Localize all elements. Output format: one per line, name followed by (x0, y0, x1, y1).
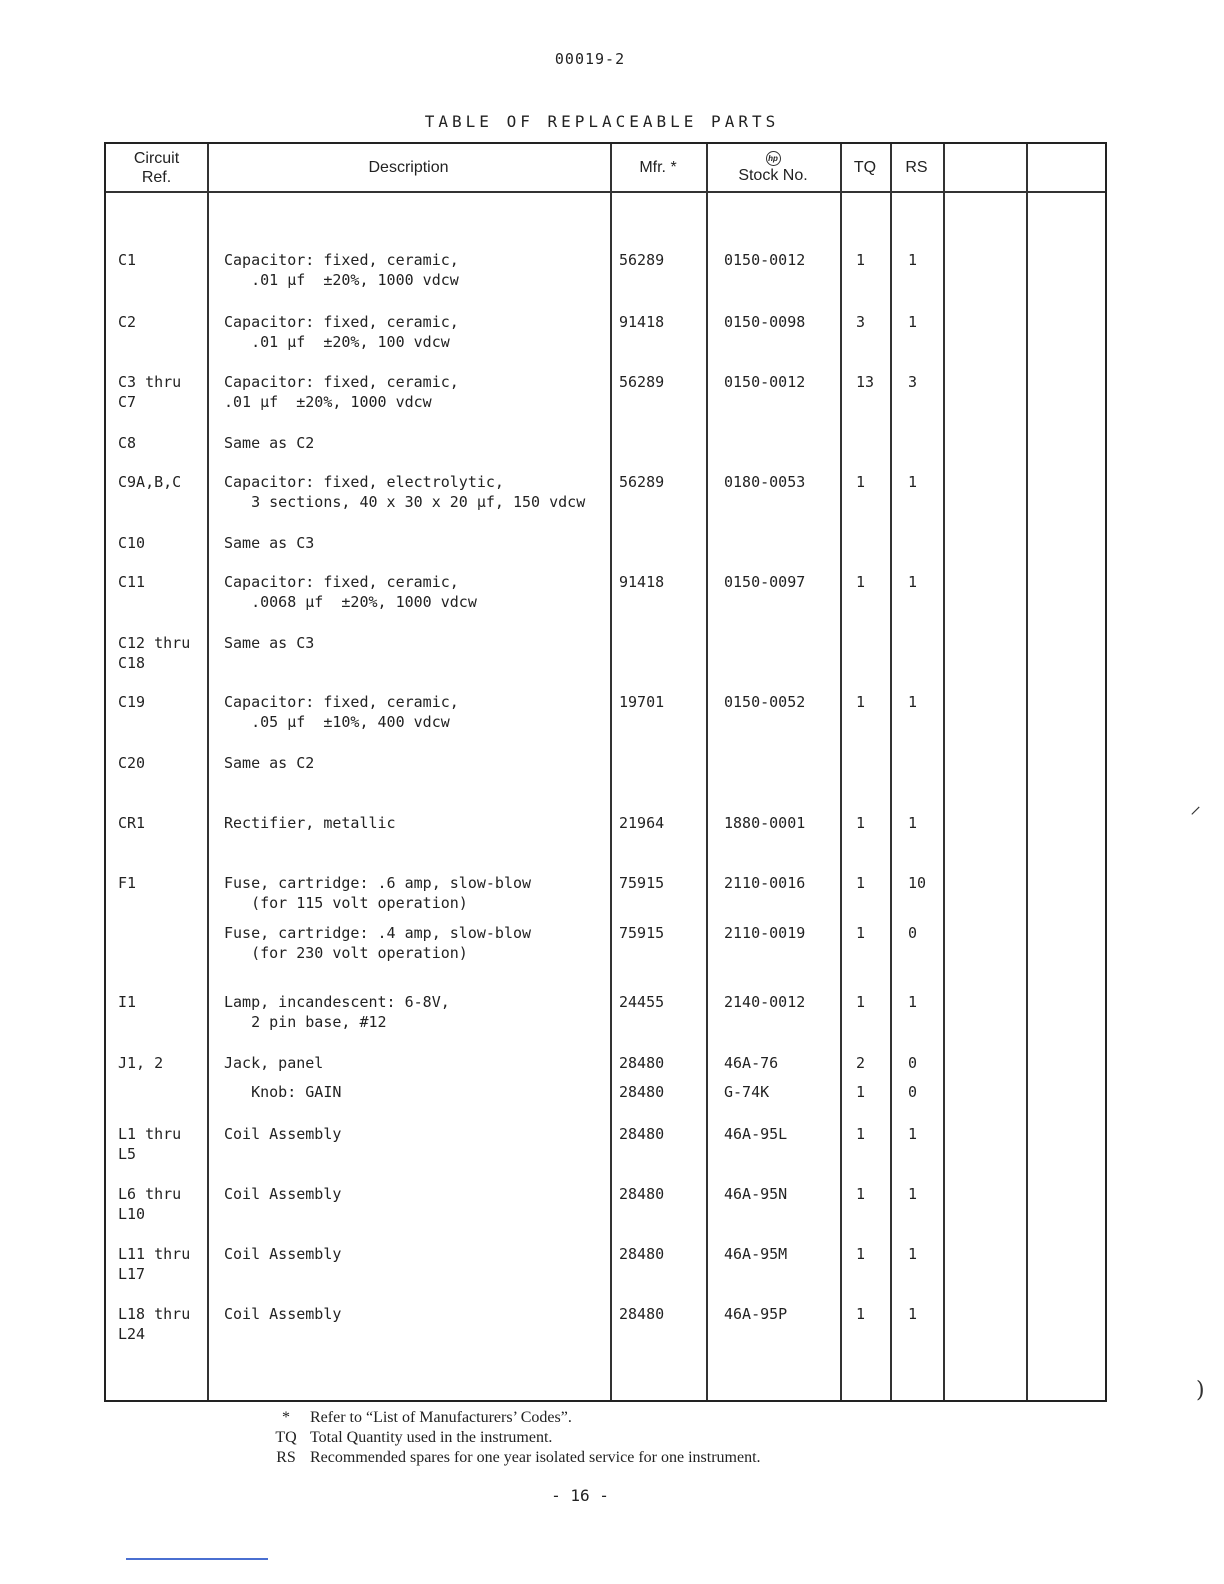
row-circuit-ref: I1 (118, 993, 137, 1011)
header-rule (106, 191, 1105, 193)
column-divider (890, 144, 892, 1400)
row-mfr-code: 28480 (619, 1245, 665, 1263)
row-recommended-spares: 3 (908, 373, 918, 391)
row-recommended-spares: 1 (908, 1125, 918, 1143)
column-divider (610, 144, 612, 1400)
row-description: Coil Assembly (224, 1245, 342, 1263)
row-circuit-ref: C19 (118, 693, 146, 711)
row-circuit-ref: C2 (118, 313, 137, 331)
row-total-quantity: 2 (856, 1054, 866, 1072)
row-stock-number: 2140-0012 (724, 993, 806, 1011)
row-description: Same as C3 (224, 634, 315, 652)
row-recommended-spares: 1 (908, 993, 918, 1011)
row-circuit-ref: C9A,B,C (118, 473, 182, 491)
row-circuit-ref: F1 (118, 874, 137, 892)
row-mfr-code: 75915 (619, 924, 665, 942)
row-description: Same as C2 (224, 434, 315, 452)
header-stock-label: Stock No. (738, 166, 808, 184)
column-divider (1026, 144, 1028, 1400)
row-recommended-spares: 0 (908, 1054, 918, 1072)
row-mfr-code: 28480 (619, 1054, 665, 1072)
row-description: Rectifier, metallic (224, 814, 396, 832)
row-total-quantity: 13 (856, 373, 875, 391)
row-mfr-code: 28480 (619, 1083, 665, 1101)
row-mfr-code: 28480 (619, 1185, 665, 1203)
footnote-text: Refer to “List of Manufacturers’ Codes”. (310, 1409, 572, 1426)
footnote (262, 1448, 761, 1468)
row-description: Coil Assembly (224, 1125, 342, 1143)
row-recommended-spares: 10 (908, 874, 927, 892)
table-title: TABLE OF REPLACEABLE PARTS (424, 112, 780, 131)
row-mfr-code: 21964 (619, 814, 665, 832)
row-circuit-ref: C12 thru C18 (118, 634, 191, 672)
row-total-quantity: 3 (856, 313, 866, 331)
scan-artifact-mark: ) (1196, 1378, 1205, 1403)
footnote-symbol: RS (276, 1449, 296, 1466)
row-circuit-ref: L11 thru L17 (118, 1245, 191, 1283)
row-circuit-ref: J1, 2 (118, 1054, 164, 1072)
row-mfr-code: 28480 (619, 1305, 665, 1323)
row-description: Lamp, incandescent: 6-8V, 2 pin base, #12 (224, 993, 450, 1031)
row-mfr-code: 56289 (619, 373, 665, 391)
row-recommended-spares: 1 (908, 1245, 918, 1263)
header-mfr: Mfr. * (639, 159, 677, 176)
row-recommended-spares: 1 (908, 251, 918, 269)
row-description: Jack, panel (224, 1054, 324, 1072)
header-stock (706, 144, 840, 191)
row-total-quantity: 1 (856, 251, 866, 269)
row-description: Fuse, cartridge: .4 amp, slow-blow (for 230 volt operation) (224, 924, 532, 962)
row-stock-number: 46A-95L (724, 1125, 788, 1143)
row-stock-number: 0150-0097 (724, 573, 806, 591)
row-stock-number: 0150-0012 (724, 373, 806, 391)
row-circuit-ref: L18 thru L24 (118, 1305, 191, 1343)
row-mfr-code: 75915 (619, 874, 665, 892)
row-description: Capacitor: fixed, ceramic, .05 µf ±10%, 400 vdcw (224, 693, 459, 731)
row-description: Coil Assembly (224, 1185, 342, 1203)
row-stock-number: 46A-95P (724, 1305, 788, 1323)
row-total-quantity: 1 (856, 1185, 866, 1203)
scan-artifact-mark: ⸝ (1190, 794, 1202, 819)
row-total-quantity: 1 (856, 814, 866, 832)
document-id: 00019-2 (554, 50, 626, 68)
row-stock-number: 0150-0098 (724, 313, 806, 331)
row-stock-number: 0180-0053 (724, 473, 806, 491)
row-description: Capacitor: fixed, ceramic, .01 µf ±20%, 1000 vdcw (224, 373, 459, 411)
row-circuit-ref: C10 (118, 534, 146, 552)
row-total-quantity: 1 (856, 1305, 866, 1323)
page-number: - 16 - (551, 1486, 609, 1505)
row-description: Capacitor: fixed, ceramic, .01 µf ±20%, 1000 vdcw (224, 251, 459, 289)
row-mfr-code: 56289 (619, 473, 665, 491)
row-stock-number: 1880-0001 (724, 814, 806, 832)
row-description: Capacitor: fixed, electrolytic, 3 sections, 40 x 30 x 20 µf, 150 vdcw (224, 473, 586, 511)
row-stock-number: 46A-95M (724, 1245, 788, 1263)
row-stock-number: 0150-0052 (724, 693, 806, 711)
row-total-quantity: 1 (856, 1245, 866, 1263)
row-description: Same as C2 (224, 754, 315, 772)
header-circuit-ref: Circuit Ref. (133, 149, 180, 186)
footnote (262, 1428, 761, 1448)
row-recommended-spares: 1 (908, 814, 918, 832)
row-description: Capacitor: fixed, ceramic, .01 µf ±20%, 100 vdcw (224, 313, 459, 351)
row-stock-number: 46A-76 (724, 1054, 779, 1072)
hp-logo-icon: hp (766, 151, 781, 166)
row-circuit-ref: L6 thru L10 (118, 1185, 182, 1223)
row-total-quantity: 1 (856, 1125, 866, 1143)
column-divider (943, 144, 945, 1400)
footnote-symbol: * (282, 1409, 290, 1426)
row-circuit-ref: CR1 (118, 814, 146, 832)
header-tq: TQ (853, 159, 877, 176)
row-recommended-spares: 1 (908, 693, 918, 711)
row-description: Coil Assembly (224, 1305, 342, 1323)
row-recommended-spares: 1 (908, 573, 918, 591)
header-rs: RS (905, 159, 928, 176)
row-stock-number: 2110-0019 (724, 924, 806, 942)
row-stock-number: G-74K (724, 1083, 770, 1101)
row-stock-number: 0150-0012 (724, 251, 806, 269)
row-circuit-ref: C3 thru C7 (118, 373, 182, 411)
column-divider (207, 144, 209, 1400)
footer-rule (126, 1558, 268, 1560)
row-stock-number: 46A-95N (724, 1185, 788, 1203)
row-total-quantity: 1 (856, 1083, 866, 1101)
row-description: Knob: GAIN (224, 1083, 342, 1101)
row-mfr-code: 91418 (619, 313, 665, 331)
row-total-quantity: 1 (856, 993, 866, 1011)
row-mfr-code: 19701 (619, 693, 665, 711)
row-total-quantity: 1 (856, 473, 866, 491)
row-description: Capacitor: fixed, ceramic, .0068 µf ±20%, 1000 vdcw (224, 573, 477, 611)
row-recommended-spares: 1 (908, 313, 918, 331)
row-total-quantity: 1 (856, 924, 866, 942)
row-stock-number: 2110-0016 (724, 874, 806, 892)
row-recommended-spares: 0 (908, 1083, 918, 1101)
row-mfr-code: 91418 (619, 573, 665, 591)
row-recommended-spares: 1 (908, 1185, 918, 1203)
row-recommended-spares: 0 (908, 924, 918, 942)
row-circuit-ref: C20 (118, 754, 146, 772)
row-mfr-code: 56289 (619, 251, 665, 269)
footnote-symbol: TQ (275, 1429, 297, 1446)
row-description: Fuse, cartridge: .6 amp, slow-blow (for 115 volt operation) (224, 874, 532, 912)
column-divider (706, 144, 708, 1400)
column-divider (840, 144, 842, 1400)
footnote-text: Recommended spares for one year isolated service for one instrument. (310, 1449, 761, 1466)
row-recommended-spares: 1 (908, 473, 918, 491)
row-mfr-code: 24455 (619, 993, 665, 1011)
row-total-quantity: 1 (856, 573, 866, 591)
row-circuit-ref: L1 thru L5 (118, 1125, 182, 1163)
row-circuit-ref: C11 (118, 573, 146, 591)
footnote (262, 1408, 761, 1428)
row-circuit-ref: C8 (118, 434, 137, 452)
row-description: Same as C3 (224, 534, 315, 552)
row-mfr-code: 28480 (619, 1125, 665, 1143)
row-recommended-spares: 1 (908, 1305, 918, 1323)
row-total-quantity: 1 (856, 693, 866, 711)
footnote-text: Total Quantity used in the instrument. (310, 1429, 553, 1446)
row-total-quantity: 1 (856, 874, 866, 892)
row-circuit-ref: C1 (118, 251, 137, 269)
footnotes (262, 1408, 761, 1468)
header-description: Description (368, 159, 449, 176)
